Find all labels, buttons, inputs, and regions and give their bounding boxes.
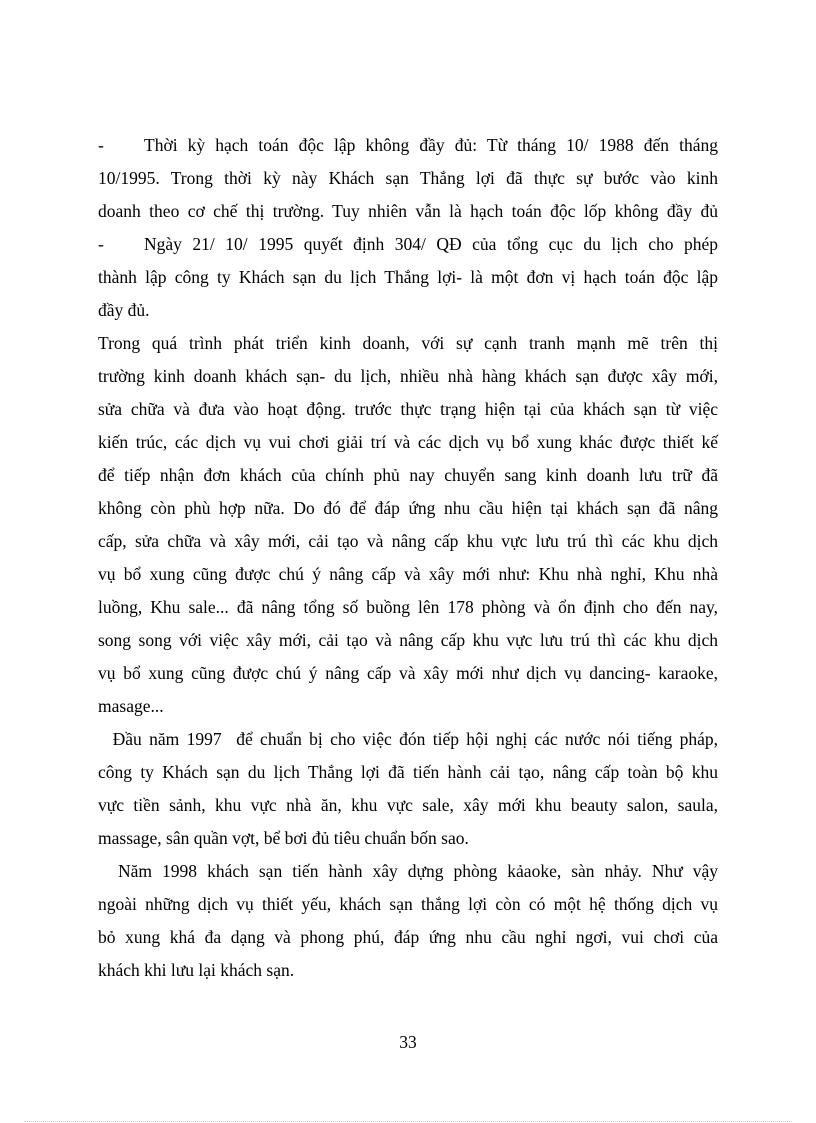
text-line: luồng, Khu sale... đã nâng tổng số buồng lên 178 phòng và ổn định cho đến nay, xyxy=(98,597,718,617)
text-line: trường kinh doanh khách sạn- du lịch, nhiều nhà hàng khách sạn được xây mới, xyxy=(98,366,718,386)
text-line: cấp, sửa chữa và xây mới, cải tạo và nâng cấp khu vực lưu trú thì các khu dịch xyxy=(98,531,718,551)
text-line: Đầu năm 1997 để chuẩn bị cho việc đón tiếp hội nghị các nước nói tiếng pháp, xyxy=(98,729,718,749)
text-line: đầy đủ. xyxy=(98,300,150,320)
text-line: Năm 1998 khách sạn tiến hành xây dựng phòng kảaoke, sàn nhảy. Như vậy xyxy=(98,861,718,881)
text-line: bỏ xung khá đa dạng và phong phú, đáp ứng nhu cầu nghỉ ngơi, vui chơi của xyxy=(98,927,718,947)
text-line: vụ bổ xung cũng được chú ý nâng cấp và xây mới như dịch vụ dancing- karaoke, xyxy=(98,663,718,683)
text-line: khách khi lưu lại khách sạn. xyxy=(98,960,295,980)
text-line: sửa chữa và đưa vào hoạt động. trước thực trạng hiện tại của khách sạn từ việc xyxy=(98,399,718,419)
page-number: 33 xyxy=(399,1032,417,1052)
text-line: ngoài những dịch vụ thiết yếu, khách sạn thắng lợi còn có một hệ thống dịch vụ xyxy=(98,894,718,914)
text-line: để tiếp nhận đơn khách của chính phủ nay chuyển sang kinh doanh lưu trữ đã xyxy=(98,465,718,485)
text-line: Thời kỳ hạch toán độc lập không đầy đủ: Từ tháng 10/ 1988 đến tháng xyxy=(144,135,718,155)
bullet-dash: - xyxy=(98,135,104,155)
bullet-line xyxy=(98,129,718,161)
text-line: công ty Khách sạn du lịch Thắng lợi đã tiến hành cải tạo, nâng cấp toàn bộ khu xyxy=(98,762,718,782)
text-line: vực tiền sảnh, khu vực nhà ăn, khu vực sale, xây mới khu beauty salon, saula, xyxy=(98,795,718,815)
text-line: thành lập công ty Khách sạn du lịch Thắng lợi- là một đơn vị hạch toán độc lập xyxy=(98,267,718,287)
text-line: kiến trúc, các dịch vụ vui chơi giải trí và các dịch vụ bổ xung khác được thiết kế xyxy=(98,432,718,452)
text-line: doanh theo cơ chế thị trường. Tuy nhiên vẫn là hạch toán độc lốp không đầy đủ xyxy=(98,201,718,221)
text-line: 10/1995. Trong thời kỳ này Khách sạn Thắng lợi đã thực sự bước vào kinh xyxy=(98,168,718,188)
text-line: massage, sân quần vợt, bể bơi đủ tiêu chuẩn bốn sao. xyxy=(98,828,469,848)
text-line: Trong quá trình phát triển kinh doanh, với sự cạnh tranh mạnh mẽ trên thị xyxy=(98,333,718,353)
bottom-divider xyxy=(24,1121,792,1122)
bullet-dash: - xyxy=(98,234,104,254)
text-line: masage... xyxy=(98,696,164,716)
bullet-line xyxy=(98,228,718,260)
text-line: Ngày 21/ 10/ 1995 quyết định 304/ QĐ của tổng cục du lịch cho phép xyxy=(144,234,718,254)
text-line: vụ bổ xung cũng được chú ý nâng cấp và xây mới như: Khu nhà nghỉ, Khu nhà xyxy=(98,564,718,584)
text-line: không còn phù hợp nữa. Do đó để đáp ứng nhu cầu hiện tại khách sạn đã nâng xyxy=(98,498,718,518)
text-line: song song với việc xây mới, cải tạo và nâng cấp khu vực lưu trú thì các khu dịch xyxy=(98,630,718,650)
